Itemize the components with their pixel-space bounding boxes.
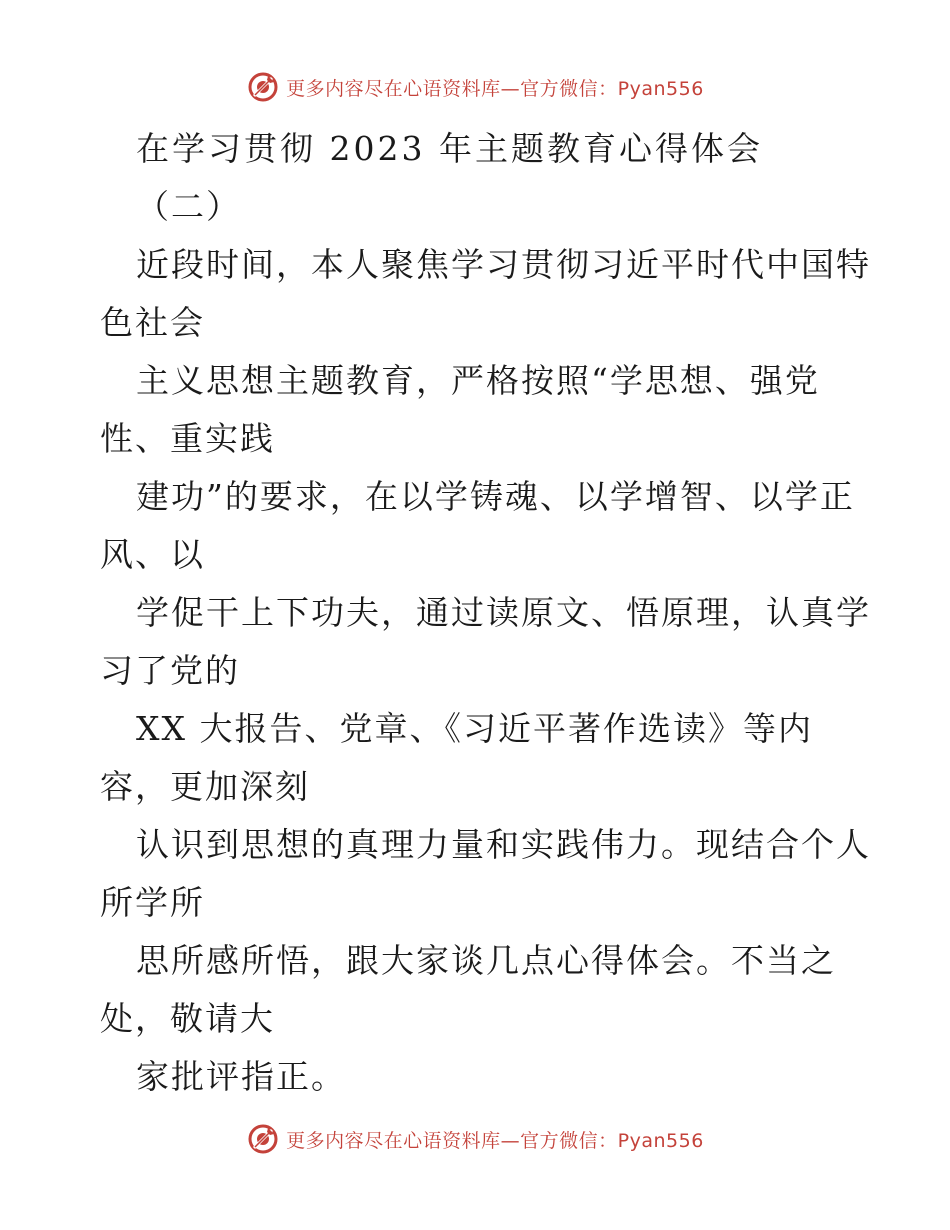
document-line: 性、重实践 <box>100 419 275 458</box>
document-body <box>100 120 871 1106</box>
watermark-title: 更多内容尽在心语资料库 <box>286 77 501 100</box>
document-line: 处，敬请大 <box>100 999 275 1038</box>
watermark-wechat: 官方微信：Pyan556 <box>520 77 704 100</box>
document-line: 风、以 <box>100 535 205 574</box>
document-line: 容，更加深刻 <box>100 767 310 806</box>
document-paragraph <box>100 236 871 1106</box>
document-line: 习了党的 <box>100 651 240 690</box>
watermark-banner-content <box>246 1122 704 1156</box>
watermark-banner-content <box>246 70 704 104</box>
document-line: 主义思想主题教育，严格按照“学思想、强党 <box>136 361 820 400</box>
watermark-title: 更多内容尽在心语资料库 <box>286 1129 501 1152</box>
document-line: 色社会 <box>100 303 205 342</box>
document-line: 认识到思想的真理力量和实践伟力。现结合个人 <box>136 825 871 864</box>
document-subtitle: （二） <box>136 187 241 226</box>
pen-logo-icon <box>246 1122 280 1156</box>
document-line: XX 大报告、党章、《习近平著作选读》等内 <box>136 709 813 748</box>
document-line: 建功”的要求，在以学铸魂、以学增智、以学正 <box>136 477 855 516</box>
watermark-banner-bottom <box>0 1122 950 1156</box>
watermark-separator: — <box>500 1129 521 1152</box>
watermark-text <box>286 74 704 101</box>
document-line: 学促干上下功夫，通过读原文、悟原理，认真学 <box>136 593 871 632</box>
watermark-wechat: 官方微信：Pyan556 <box>520 1129 704 1152</box>
pen-logo-icon <box>246 70 280 104</box>
document-line: 所学所 <box>100 883 205 922</box>
document-title: 在学习贯彻 2023 年主题教育心得体会 <box>136 129 763 168</box>
watermark-text <box>286 1126 704 1153</box>
document-line: 家批评指正。 <box>136 1057 346 1096</box>
document-line: 思所感所悟，跟大家谈几点心得体会。不当之 <box>136 941 836 980</box>
watermark-banner-top <box>0 70 950 104</box>
document-line: 近段时间，本人聚焦学习贯彻习近平时代中国特 <box>136 245 871 284</box>
watermark-separator: — <box>500 77 521 100</box>
